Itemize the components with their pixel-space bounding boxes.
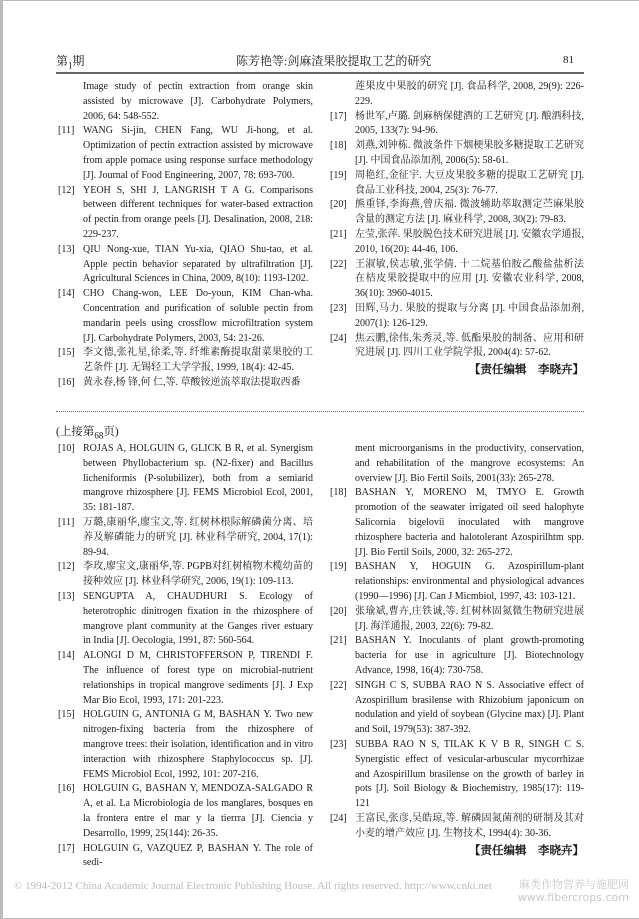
reference-number: [13]	[58, 590, 75, 602]
watermark	[518, 878, 629, 904]
continued-page: 68	[94, 430, 104, 441]
copyright-footer: © 1994-2012 China Academic Journal Electronic Publishing House. All rights reserved. http://www.cnki.net	[14, 880, 492, 892]
reference-text: SENGUPTA A, CHAUDHURI S. Ecology of heterotrophic dinitrogen fixation in the rhizosphere of mangrove plant community at the Ganges river estuary in India [J]. Oecologia, 1991, 87: 560-564.	[83, 590, 313, 647]
references-top-left	[58, 80, 313, 391]
reference-text: 王富民,张彦,吴皓琼,等. 解磷固氮菌剂的研制及其对小麦的增产效应 [J]. 生物技术, 1994(4): 30-36.	[355, 812, 584, 839]
reference-text: ROJAS A, HOLGUIN G, GLICK B R, et al. Synergism between Phyllobacterium sp. (N2-fixer) and Bacillus licheniformis (P-solubilizer), both from a semiarid mangrove rhizosphere [J]. FEMS Microbiol Ecol, 2001, 35: 181-187.	[83, 443, 313, 514]
reference-number: [15]	[58, 347, 75, 359]
continued-from-note	[56, 423, 119, 440]
reference-number: [17]	[58, 842, 75, 854]
reference-item	[330, 634, 584, 678]
page-number: 81	[563, 54, 574, 66]
reference-number: [14]	[58, 650, 75, 662]
reference-text: 李文德,张礼星,徐柔,等. 纤维素酶提取甜菜果胶的工艺条件 [J]. 无锡轻工大学学报, 1999, 18(4): 42-45.	[83, 347, 313, 374]
reference-item	[58, 376, 313, 391]
reference-text: SUBBA RAO N S, TILAK K V B R, SINGH C S. Synergistic effect of vesicular-arbuscular mycorrhizae and Azospirillum brasilense on the growth of barley in pots [J]. Soil Biology & Biochemistry, 1985(17): 119-121	[355, 738, 584, 810]
reference-item	[58, 442, 313, 516]
reference-number: [23]	[330, 738, 347, 750]
reference-number: [17]	[330, 110, 347, 122]
reference-number: [19]	[330, 561, 347, 573]
references-top-right	[330, 80, 584, 378]
reference-continuation: ment microorganisms in the productivity, conservation, and rehabilitation of the mangrove ecosystems: An overview [J]. Bio Fertil Soils, 2001(33): 265-278.	[355, 443, 584, 484]
running-header	[56, 52, 584, 72]
reference-number: [14]	[58, 288, 75, 300]
reference-text: 左莹,张萍. 果胶脱色技术研究进展 [J]. 安徽农学通报, 2010, 16(20): 44-46, 106.	[355, 228, 584, 255]
reference-item	[330, 560, 584, 604]
reference-item	[330, 332, 584, 362]
reference-number: [11]	[58, 516, 75, 528]
reference-text: YEOH S, SHI J, LANGRISH T A G. Comparisons between different techniques for water-based extraction of pectin from orange peels [J]. Desalination, 2008, 218: 229-237.	[83, 184, 313, 240]
responsible-editor: 【责任编辑 李晓卉】	[469, 364, 584, 377]
reference-number: [22]	[330, 258, 347, 270]
reference-text: 李玫,廖宝文,康丽华,等. PGPB对红树植物木榄幼苗的接种效应 [J]. 林业科学研究, 2006, 19(1): 109-113.	[83, 561, 313, 588]
running-title: 陈芳艳等:剑麻渣果胶提取工艺的研究	[236, 54, 432, 68]
reference-item	[330, 812, 584, 842]
reference-text: HOLGUIN G, ANTONIA G M, BASHAN Y. Two new nitrogen-fixing bacteria from the rhizosphere of mangrove trees: their isolation, identification and in vitro interaction with rhizosphere Staphylococcus sp. [J]. FEMS Microbiol Ecol, 1992, 101: 207-216.	[83, 709, 313, 780]
issue-suffix: 期	[72, 54, 85, 68]
reference-number: [12]	[58, 561, 75, 573]
reference-text: HOLGUIN G, BASHAN Y, MENDOZA-SALGADO R A, et al. La Microbiologia de los manglares, bosques en la frontera entre el mar y la tierrra [J]. Ciencia y Desarrollo, 1999, 25(144): 26-35.	[83, 783, 313, 839]
reference-text: ALONGI D M, CHRISTOFFERSON P, TIRENDI F. The influence of forest type on microbial-nutrient relationships in tropical mangrove sediments [J]. J Exp Mar Bio Ecol, 1993, 171: 201-223.	[83, 650, 313, 706]
section-separator	[56, 411, 584, 412]
reference-number: [24]	[330, 812, 347, 824]
issue-label	[56, 52, 85, 70]
reference-continuation: Image study of pectin extraction from orange skin assisted by microwave [J]. Carbohydrate Polymers, 2006, 64: 548-552.	[83, 81, 313, 122]
reference-text: 杨世军,卢璐. 剑麻柄保健酒的工艺研究 [J]. 酿酒科技, 2005, 133(7): 94-96.	[355, 110, 584, 137]
reference-text: WANG Si-jin, CHEN Fang, WU Ji-hong, et al. Optimization of pectin extraction assisted by microwave from apple pomace using response surface methodology [J]. Journal of Food Engineering, 2007, 78: 693-700.	[83, 125, 313, 181]
reference-number: [18]	[330, 140, 347, 152]
reference-number: [18]	[330, 487, 347, 499]
reference-item	[58, 842, 313, 872]
reference-item	[58, 590, 313, 649]
reference-text: HOLGUIN G, VAZQUEZ P, BASHAN Y. The role of sedi-	[83, 842, 313, 869]
reference-item	[330, 110, 584, 140]
continued-prefix: (上接第	[56, 426, 95, 438]
reference-number: [13]	[58, 243, 75, 255]
reference-item	[330, 139, 584, 169]
reference-item	[330, 738, 584, 812]
reference-text: 万璐,康丽华,廖宝文,等. 红树林根际解磷菌分离、培养及解磷能力的研究 [J]. 林业科学研究, 2004, 17(1): 89-94.	[83, 516, 313, 558]
reference-number: [21]	[330, 228, 347, 240]
reference-text: 周艳红,金征宇. 大豆皮果胶多糖的提取工艺研究 [J]. 食品工业科技, 2004, 25(3): 76-77.	[355, 169, 584, 196]
reference-item	[58, 708, 313, 782]
reference-number: [10]	[58, 443, 75, 454]
reference-item	[58, 516, 313, 560]
reference-item	[58, 243, 313, 287]
watermark-url: www.fibercrops.com	[517, 891, 629, 904]
reference-text: BASHAN Y. Inoculants of plant growth-promoting bacteria for use in agriculture [J]. Biotechnology Advance, 1998, 16(4): 730-758.	[355, 635, 584, 676]
reference-text: 王淑敏,侯志敏,张学倩. 十二烷基伯胺乙酸盐盐析法在桔皮果胶提取中的应用 [J]. 安徽农业科学, 2008, 36(10): 3960-4015.	[355, 258, 584, 300]
reference-number: [24]	[330, 332, 347, 344]
reference-item	[330, 198, 584, 228]
references-bottom-left	[58, 442, 313, 871]
reference-text: SINGH C S, SUBBA RAO N S. Associative effect of Azospirillum brasilense with Rhizobium japonicum on nodulation and yield of soybean (Glycine max) [J]. Plant and Soil, 1979(53): 387-392.	[355, 679, 584, 736]
reference-number: [22]	[330, 679, 347, 691]
reference-number: [16]	[58, 783, 75, 795]
references-bottom-right	[330, 442, 584, 858]
reference-item	[330, 228, 584, 258]
reference-continuation: 莲果皮中果胶的研究 [J]. 食品科学, 2008, 29(9): 226-229.	[355, 81, 584, 107]
reference-number: [20]	[330, 605, 347, 617]
issue-number: 1	[68, 60, 73, 71]
reference-number: [12]	[58, 184, 75, 196]
reference-item	[330, 486, 584, 560]
reference-text: 刘燕,刘钟栋. 微波条件下烟梗果胶多糖提取工艺研究 [J]. 中国食品添加剂, 2006(5): 58-61.	[355, 140, 584, 166]
reference-number: [23]	[330, 302, 347, 314]
reference-item	[58, 782, 313, 841]
reference-text: BASHAN Y, HOGUIN G. Azospirillum-plant relationships: environmental and physiological advances (1990—1996) [J]. Can J Micmbiol, 1997, 43: 103-121.	[355, 561, 584, 602]
reference-item	[330, 302, 584, 332]
header-rule	[56, 72, 584, 74]
reference-number: [11]	[58, 125, 75, 137]
reference-item	[58, 184, 313, 243]
reference-text: 张瑜斌,曹卉,庄铁诚,等. 红树林固氮微生物研究进展 [J]. 海洋通报, 2003, 22(6): 79-82.	[355, 605, 584, 632]
reference-number: [15]	[58, 709, 75, 721]
reference-item	[58, 649, 313, 708]
reference-item	[330, 605, 584, 635]
reference-text: BASHAN Y, MORENO M, TMYO E. Growth promotion of the seawater irrigated oil seed halophyte Salicornia bigelovii inoculated with mangrove rhizosphere bacteria and halotolerant Azospirilhtm spp. [J]. Bio Fertil Soils, 2000, 32: 265-272.	[355, 487, 584, 558]
reference-item	[330, 169, 584, 199]
reference-text: QIU Nong-xue, TIAN Yu-xia, QIAO Shu-tao, et al. Apple pectin behavior separated by ultrafiltration [J]. Agricultural Sciences in China, 2009, 8(10): 1193-1202.	[83, 243, 313, 285]
reference-number: [20]	[330, 199, 347, 211]
reference-item	[330, 679, 584, 738]
watermark-text: 麻类作物营养与施肥网	[519, 878, 629, 891]
reference-number: [19]	[330, 169, 347, 181]
reference-item	[330, 258, 584, 302]
issue-prefix: 第	[56, 54, 69, 68]
reference-item	[58, 560, 313, 590]
responsible-editor: 【责任编辑 李晓卉】	[469, 844, 584, 857]
reference-item	[58, 124, 313, 183]
reference-text: 田辉,马力. 果胶的提取与分离 [J]. 中国食品添加剂, 2007(1): 126-129.	[355, 302, 584, 329]
reference-text: 熊重铎,李海燕,曾庆福. 微波辅助萃取测定苎麻果胶含量的测定方法 [J]. 麻业科学, 2008, 30(2): 79-83.	[355, 199, 584, 226]
continued-suffix: 页)	[103, 426, 119, 438]
reference-text: 焦云鹏,徐伟,朱秀灵,等. 低酯果胶的制备、应用和研究进展 [J]. 四川工业学院学报, 2004(4): 57-62.	[355, 332, 584, 359]
reference-number: [21]	[330, 635, 347, 647]
reference-item	[58, 287, 313, 346]
reference-text: CHO Chang-won, LEE Do-youn, KIM Chan-wha. Concentration and purification of soluble pectin from mandarin peels using crossflow microfiltration system [J]. Carbohydrate Polymers, 2003, 54: 21-26.	[83, 288, 313, 344]
reference-text: 黄永春,杨 锋,何 仁,等. 草酸铵逆流萃取法提取西番	[83, 376, 301, 388]
reference-number: [16]	[58, 376, 75, 388]
reference-item	[58, 346, 313, 376]
